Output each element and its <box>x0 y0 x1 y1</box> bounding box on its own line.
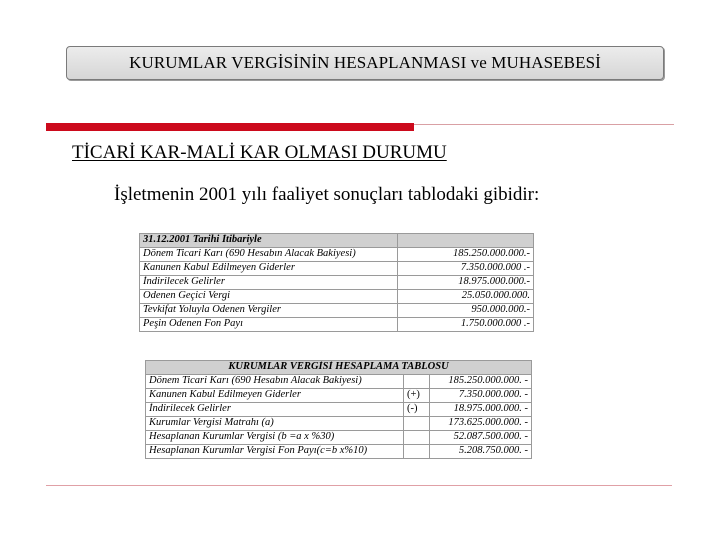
row-sign: (-) <box>404 403 430 417</box>
table-row <box>140 262 534 276</box>
table-row <box>146 431 532 445</box>
row-label: İndirilecek Gelirler <box>146 403 404 417</box>
slide-title-box <box>66 46 664 80</box>
row-value: 7.350.000.000 .- <box>398 262 534 276</box>
row-value: 185.250.000.000. - <box>430 375 532 389</box>
row-value: 7.350.000.000. - <box>430 389 532 403</box>
red-accent-bar <box>46 123 414 131</box>
tax-calculation-table <box>145 360 532 459</box>
row-label: Dönem Ticari Karı (690 Hesabın Alacak Bakiyesi) <box>140 248 398 262</box>
table-row <box>146 375 532 389</box>
row-label: Hesaplanan Kurumlar Vergisi (b =a x %30) <box>146 431 404 445</box>
row-label: Kurumlar Vergisi Matrahı (a) <box>146 417 404 431</box>
row-label: Peşin Ödenen Fon Payı <box>140 318 398 332</box>
table-row <box>146 417 532 431</box>
row-sign <box>404 417 430 431</box>
row-sign <box>404 445 430 459</box>
footer-red-line <box>46 485 672 486</box>
row-value: 18.975.000.000. - <box>430 403 532 417</box>
slide-title: KURUMLAR VERGİSİNİN HESAPLANMASI ve MUHASEBESİ <box>129 53 601 72</box>
row-label: Dönem Ticari Karı (690 Hesabın Alacak Bakiyesi) <box>146 375 404 389</box>
section-heading: TİCARİ KAR-MALİ KAR OLMASI DURUMU <box>72 142 447 163</box>
row-value: 25.050.000.000. <box>398 290 534 304</box>
row-sign: (+) <box>404 389 430 403</box>
row-label: Ödenen Geçici Vergi <box>140 290 398 304</box>
table-header-row <box>140 234 534 248</box>
row-label: Tevkifat Yoluyla Ödenen Vergiler <box>140 304 398 318</box>
row-label: İndirilecek Gelirler <box>140 276 398 290</box>
table-header-cell-empty <box>398 234 534 248</box>
row-label: Kanunen Kabul Edilmeyen Giderler <box>146 389 404 403</box>
table-row <box>146 445 532 459</box>
table-row <box>140 276 534 290</box>
red-accent-line <box>414 124 674 125</box>
table-row <box>140 318 534 332</box>
row-value: 950.000.000.- <box>398 304 534 318</box>
table-header-row <box>146 361 532 375</box>
results-table <box>139 233 534 332</box>
row-value: 18.975.000.000.- <box>398 276 534 290</box>
row-value: 185.250.000.000.- <box>398 248 534 262</box>
table-row <box>146 389 532 403</box>
table-row <box>146 403 532 417</box>
row-label: Hesaplanan Kurumlar Vergisi Fon Payı(c=b x%10) <box>146 445 404 459</box>
row-label: Kanunen Kabul Edilmeyen Giderler <box>140 262 398 276</box>
row-value: 173.625.000.000. - <box>430 417 532 431</box>
row-value: 5.208.750.000. - <box>430 445 532 459</box>
table-header-cell: KURUMLAR VERGİSİ HESAPLAMA TABLOSU <box>146 361 532 375</box>
row-sign <box>404 375 430 389</box>
table-row <box>140 290 534 304</box>
table-row <box>140 304 534 318</box>
row-value: 1.750.000.000 .- <box>398 318 534 332</box>
table-header-cell: 31.12.2001 Tarihi İtibariyle <box>140 234 398 248</box>
intro-text: İşletmenin 2001 yılı faaliyet sonuçları tablodaki gibidir: <box>114 184 540 205</box>
row-sign <box>404 431 430 445</box>
row-value: 52.087.500.000. - <box>430 431 532 445</box>
table-row <box>140 248 534 262</box>
